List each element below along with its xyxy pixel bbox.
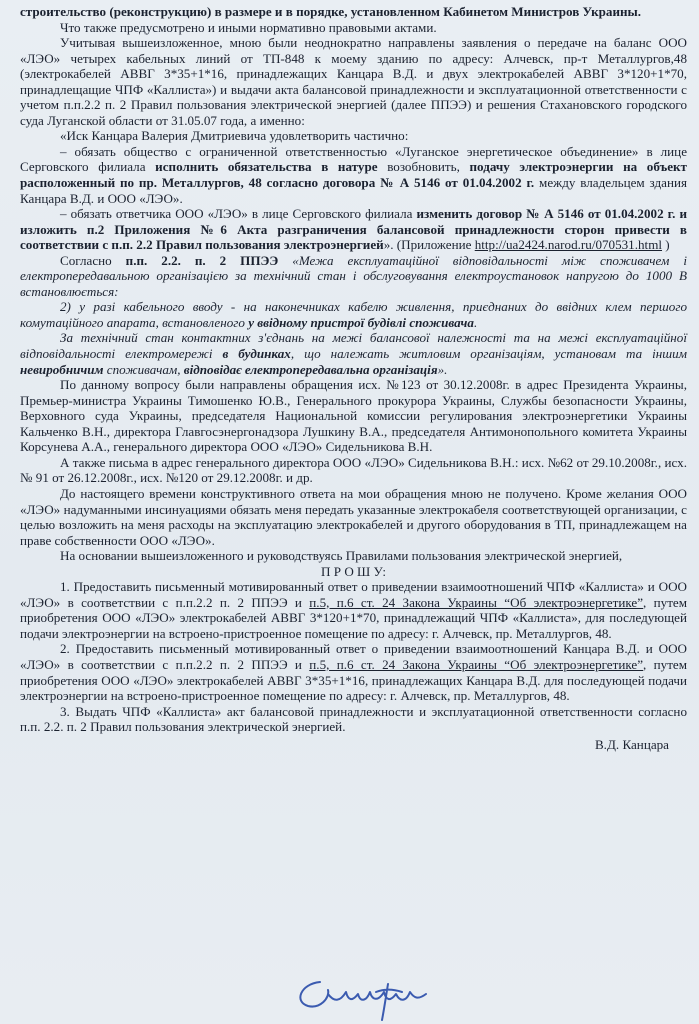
request-item: [20, 641, 687, 703]
handwritten-signature-icon: [290, 962, 460, 1022]
paragraph: [20, 4, 687, 20]
quote-paragraph: «Иск Канцара Валерия Дмитриевича удовлетворить частично:: [60, 128, 409, 144]
text: невиробничим: [20, 361, 104, 377]
quote-paragraph: [20, 144, 687, 206]
paragraph: [20, 253, 687, 300]
text: у ввідному пристрої будівлі споживача: [248, 314, 474, 330]
text: , що належать житловим організаціям, установам та іншим: [290, 346, 687, 362]
text: п.5, п.6 ст. 24 Закона Украины “Об электроэнергетике”: [309, 656, 644, 672]
signer-name: В.Д. Канцара: [594, 736, 669, 752]
text: ): [662, 237, 670, 253]
text: За технічний стан контактних з'єднань на межі балансової належності та на межі експлуатаційної відповідальності електромережі: [20, 330, 687, 362]
paragraph: До настоящего времени конструктивного ответа на мои обращения мною не получено. Кроме желания ООО «ЛЭО» надуманными инсинуациями обязать меня передать указанные электрокабеля соответствующей организации, с целью возложить на меня расходы на эксплуатацию электрокабелей и другого оборудования в ТП, принадлежащем на праве собственности ООО «ЛЭО».: [20, 485, 687, 548]
request-item: [20, 579, 687, 641]
quote-paragraph: [20, 206, 687, 253]
text: 2) у разі кабельного вводу - на наконечниках кабелю живлення, приєднаних до ввідних клем першого комутаційного апарата, встановленого: [20, 299, 687, 330]
text: , путем приобретения ООО «ЛЭО» электрокабелей АВВГ 3*35+1*16, принадлежащих Канцара В.Д. для последующей подачи электроэнергии на встроено-пристроенное помещение по адресу: г. Алчевск, пр. Металлургов, 48.: [20, 656, 688, 704]
paragraph: [20, 330, 687, 377]
text: , путем приобретения ООО «ЛЭО» электрокабелей АВВГ 3*120+1*70, принадлежащий ЧПФ «Каллиста», для последующей подачи электроэнергии на встроено-пристроенное помещение по адресу: г. Алчевск, пр. Металлургов, 48.: [20, 594, 688, 641]
paragraph: Что также предусмотрено и иными нормативно правовыми актами.: [60, 19, 437, 35]
paragraph: [20, 299, 687, 330]
request-item: 3. Выдать ЧПФ «Каллиста» акт балансовой принадлежности и эксплуатационной ответственности согласно п.п. 2.2. п. 2 Правил пользования электрической энергией.: [20, 703, 687, 735]
paragraph: На основании вышеизложенного и руководствуясь Правилами пользования электрической энергией,: [60, 548, 623, 564]
text: ».: [437, 361, 448, 377]
text: подачу электроэнергии на объект расположенный по пр. Металлургов, 48 согласно договора № А 5146 от 01.04.2002 г.: [20, 159, 687, 191]
text: – обязать общество с ограниченной ответственностью «Луганское энергетическое объединение» в лице Серговского филиала: [20, 143, 687, 175]
text: – обязать ответчика ООО «ЛЭО» в лице Серговского филиала: [60, 206, 417, 222]
text: Согласно: [60, 252, 126, 268]
text: между владельцем здания Канцара В.Д. и ООО «ЛЭО».: [20, 175, 687, 206]
text: исполнить обязательства в натуре: [155, 159, 378, 175]
paragraph: Учитывая вышеизложенное, мною были неоднократно направлены заявления о передаче на баланс ООО «ЛЭО» четырех кабельных линий от ТП-848 к моему зданию по адресу: Алчевск, пр-т Металлургов,48 (электрокабелей АВВГ 3*35+1*16, принадлежащих Канцара В.Д. и двух электрокабелей АВВГ 3*120+1*70, принадлещащие ЧПФ «Каллиста») и выдачи акта балансовой принадлежности и эксплуатационной ответственности с учетом п.п.2.2 п. 2 Правил пользования электрической энергией (далее ППЭЭ) и решения Стахановского городского суда Луганской области от 31.05.07 года, а именно:: [20, 35, 687, 128]
text: 2. Предоставить письменный мотивированный ответ о приведении взаимоотношений Канцара В.Д. и ООО «ЛЭО» в соответствии с п.п.2.2 п. 2 ППЭЭ и: [20, 641, 687, 672]
text: возобновить,: [377, 159, 470, 175]
text: в будинках: [222, 346, 291, 362]
text: 1. Предоставить письменный мотивированный ответ о приведении взаимоотношений ЧПФ «Каллиста» и ООО «ЛЭО» в соответствии с п.п.2.2 п. 2 ППЭЭ и: [20, 579, 687, 610]
text: ». (Приложение: [383, 237, 475, 253]
text: .: [473, 314, 478, 330]
paragraph: А также письма в адрес генерального директора ООО «ЛЭО» Сидельникова В.Н.: исх. №62 от 29.10.2008г., исх. № 91 от 26.12.2008г., исх. №120 от 29.12.2008г. и др.: [20, 454, 687, 486]
appendix-link[interactable]: http://ua2424.narod.ru/070531.html: [474, 237, 663, 253]
text: п.5, п.6 ст. 24 Закона Украины “Об электроэнергетике”: [309, 594, 644, 610]
text: изменить договор № А 5146 от 01.04.2002 г. и изложить п.2 Приложения №6 Акта разграничения балансовой принадлежности сторон привести в соответствии с п.п. 2.2 Правил пользования электроэнергией: [20, 206, 687, 253]
paragraph: По данному вопросу были направлены обращения исх. №123 от 30.12.2008г. в адрес Президента Украины, Премьер-министра Украины Тимошенко Ю.В., Генерального прокурора Украины, Службы безопасности Украины, Верховного суда Украины, председателя Национальной комиссии регулирования электроэнергетики Украины Кальченко В.Н., директора Главгосэнергонадзора Лушкину В.А., председателя Антимонопольного комитета Украины Корсунева А.А., генерального директора ООО «ЛЭО» Сидельникова В.Н.: [20, 377, 687, 455]
request-heading: П Р О Ш У:: [321, 563, 386, 579]
text: відповідає електропередавальна організація: [183, 361, 438, 377]
text: споживачам,: [103, 361, 184, 377]
text: строительство (реконструкцию) в размере и в порядке, установленном Кабинетом Министров Украины.: [20, 4, 642, 19]
text: п.п. 2.2. п. 2 ППЭЭ: [125, 252, 279, 268]
text: «Межа експлуатаційної відповідальності між споживачем і електропередавальною організацією за технічний стан і обслуговування електроустановок напругою до 1000 В встановлюється:: [20, 252, 687, 299]
